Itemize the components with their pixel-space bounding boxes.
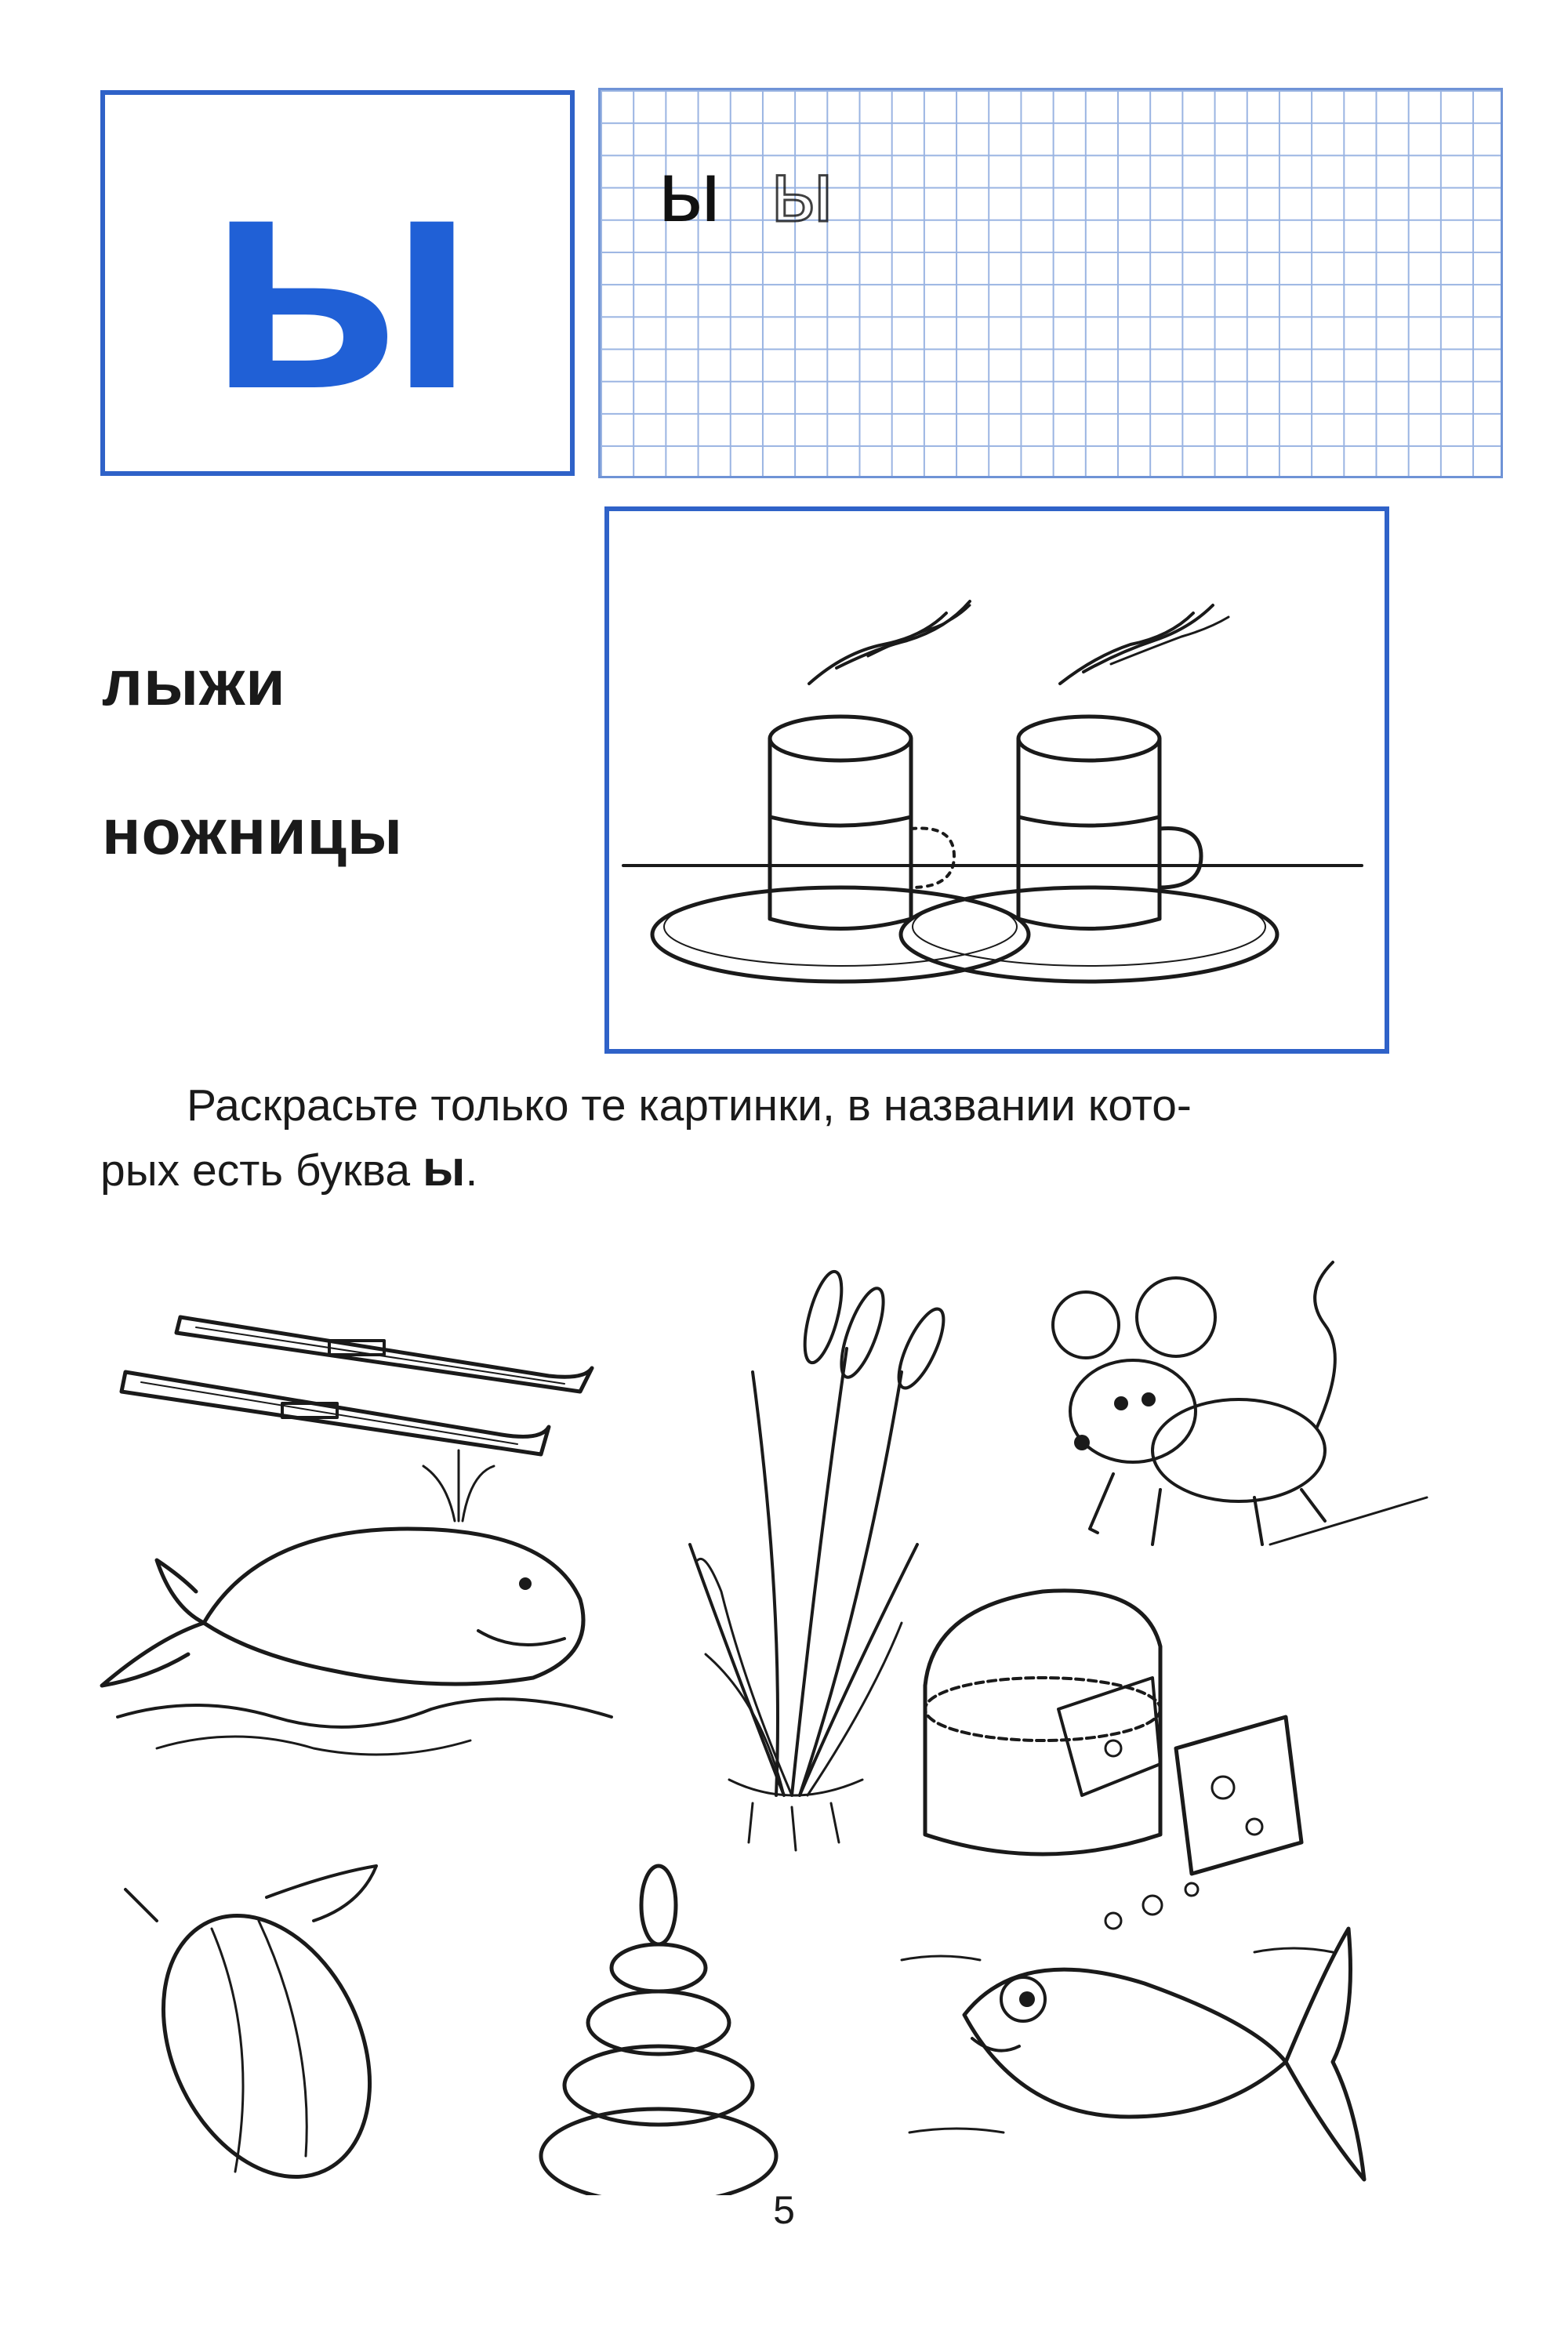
fish-picture[interactable] [902, 1883, 1364, 2180]
pyramid-toy-picture[interactable] [541, 1866, 776, 2195]
watermelon-picture[interactable] [123, 1866, 409, 2195]
cups-illustration [609, 511, 1385, 1049]
cups-illustration-frame [604, 506, 1389, 1054]
instruction-letter: ы [422, 1140, 466, 1196]
instruction-line-1: Раскрасьте только те картинки, в названии кото- [187, 1080, 1192, 1131]
mouse-picture[interactable] [1053, 1262, 1427, 1544]
skis-picture[interactable] [122, 1317, 592, 1454]
word-scissors: ножницы [102, 797, 404, 868]
word-skis: лыжи [102, 648, 286, 719]
sample-letter-solid: ы [659, 143, 721, 240]
cattail-reeds-picture[interactable] [690, 1268, 953, 1850]
letter-card [100, 90, 575, 476]
writing-practice-grid [598, 88, 1503, 478]
coloring-pictures [0, 1215, 1568, 2195]
instruction-line-2-suffix: . [465, 1145, 478, 1196]
big-letter: ы [207, 103, 468, 454]
instruction-line-2-prefix: рых есть буква [100, 1145, 423, 1196]
sample-letters [659, 143, 833, 240]
sample-letter-dotted: ы [771, 143, 833, 240]
page-number: 5 [773, 2188, 795, 2232]
instruction-text [100, 1074, 1394, 1202]
whale-picture[interactable] [102, 1450, 612, 1755]
cheese-picture[interactable] [925, 1591, 1301, 1874]
